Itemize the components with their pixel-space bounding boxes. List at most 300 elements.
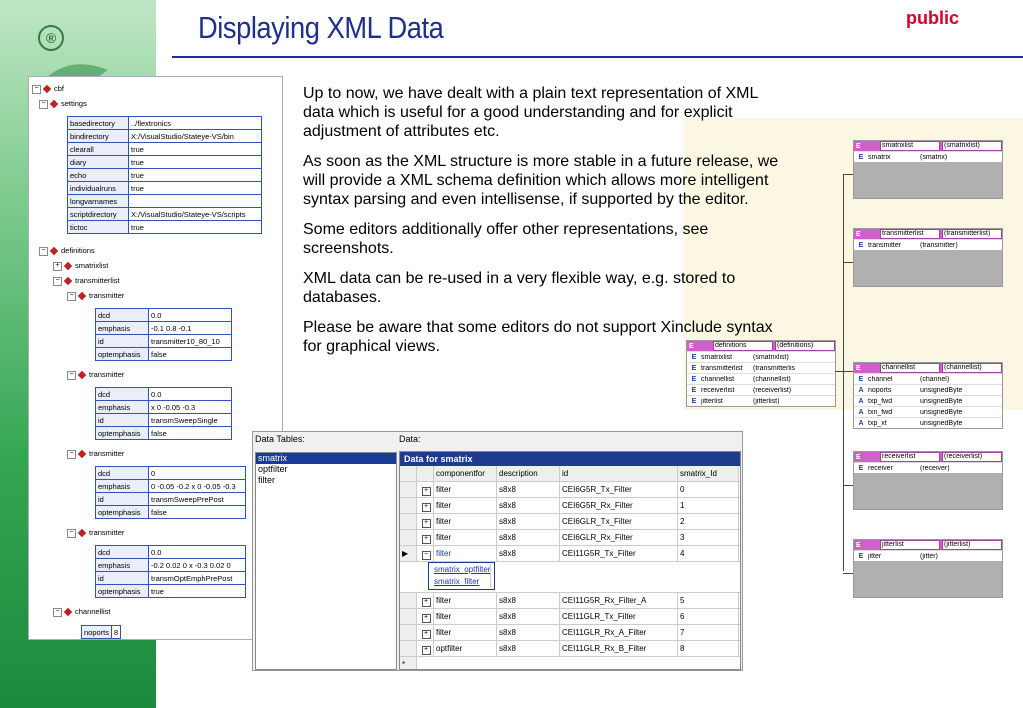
data-grid[interactable] [399, 451, 741, 670]
sublinks-row [400, 562, 740, 593]
attribute-name: longvarnames [68, 195, 129, 208]
schema-element-name: transmitterlist [880, 229, 940, 239]
relation-link[interactable]: smatrix_optfilter [434, 565, 491, 574]
attribute-name: basedirectory [68, 117, 129, 130]
schema-child-type: (transmitterlis [753, 364, 796, 372]
attribute-name: optemphasis [96, 427, 149, 440]
element-diamond-icon [43, 85, 51, 93]
tree-node[interactable] [53, 261, 108, 271]
attribute-value[interactable] [129, 195, 262, 208]
attribute-row [68, 130, 262, 143]
attribute-row [96, 427, 232, 440]
table-cell[interactable]: s8x8 [497, 482, 560, 497]
schema-child-name: jitterlist [701, 397, 723, 405]
attribute-row [96, 506, 246, 519]
schema-element-box[interactable] [853, 228, 1003, 287]
row-selector[interactable]: ▶ [400, 546, 417, 561]
attribute-name: bindirectory [68, 130, 129, 143]
expand-plus-icon[interactable]: + [422, 630, 431, 639]
expand-toggle-icon[interactable]: − [39, 247, 48, 256]
attribute-value[interactable]: true [129, 169, 262, 182]
expand-toggle-icon[interactable]: + [53, 262, 62, 271]
table-row[interactable] [400, 546, 740, 562]
table-row[interactable] [400, 641, 740, 657]
schema-child-name: txp_xt [868, 419, 887, 427]
attribute-table [95, 308, 232, 361]
schema-box-footer [854, 561, 1002, 597]
tree-node-label: channellist [75, 607, 111, 616]
element-diamond-icon [50, 247, 58, 255]
attribute-name: dcd [96, 467, 149, 480]
attribute-name: dcd [96, 388, 149, 401]
schema-child-row [854, 417, 1002, 428]
table-list-item[interactable]: optfilter [258, 464, 288, 474]
table-cell[interactable]: s8x8 [497, 609, 560, 624]
schema-connector [843, 371, 853, 372]
table-row[interactable] [400, 498, 740, 514]
attribute-name: emphasis [96, 401, 149, 414]
expand-toggle-icon[interactable]: − [53, 277, 62, 286]
attribute-name: individualruns [68, 182, 129, 195]
attribute-row [68, 117, 262, 130]
expand-toggle-icon[interactable]: − [67, 450, 76, 459]
tree-node-label: settings [61, 99, 87, 108]
attribute-value[interactable]: transmSweepPrePost [149, 493, 246, 506]
schema-kind-icon: E [691, 364, 697, 372]
attribute-row [68, 156, 262, 169]
attribute-name: scriptdirectory [68, 208, 129, 221]
schema-child-type: unsignedByte [920, 408, 963, 416]
attribute-value[interactable]: true [129, 143, 262, 156]
table-cell[interactable]: CEI11GLR_Tx_Filter [560, 609, 678, 624]
attribute-value[interactable]: true [129, 156, 262, 169]
column-header: description [497, 466, 560, 481]
expand-plus-icon[interactable]: + [422, 614, 431, 623]
tree-node[interactable] [39, 246, 95, 256]
schema-element-name: definitions [713, 341, 773, 351]
expand-toggle-icon[interactable]: − [53, 608, 62, 617]
registered-mark: ® [38, 25, 64, 51]
bullet-item [270, 152, 780, 209]
expand-plus-icon[interactable]: + [422, 519, 431, 528]
attribute-value[interactable]: -0.2 0.02 0 x -0.3 0.02 0 [149, 559, 246, 572]
data-tables-panel [252, 431, 743, 671]
schema-child-type: (smatrix) [920, 153, 948, 161]
schema-child-name: txn_fwd [868, 408, 893, 416]
schema-element-type: (transmitterlist) [942, 229, 1002, 239]
schema-element-box[interactable] [853, 362, 1003, 429]
attribute-value[interactable]: true [129, 221, 262, 234]
schema-child-type: (receiverlist) [753, 386, 792, 394]
table-cell[interactable]: CEI6GLR_Tx_Filter [560, 514, 678, 529]
attribute-value[interactable]: true [149, 585, 246, 598]
attribute-value[interactable]: X:/VisualStudio/Stateye-VS/bin [129, 130, 262, 143]
expand-plus-icon[interactable]: + [422, 598, 431, 607]
table-cell[interactable]: CEI11G5R_Tx_Filter [560, 546, 678, 561]
table-list-item[interactable]: filter [258, 475, 276, 485]
tree-node[interactable] [67, 528, 124, 538]
attribute-value[interactable]: false [149, 506, 246, 519]
title-rule [172, 56, 1023, 58]
row-expand-cell[interactable] [417, 593, 434, 608]
bullet-list [270, 84, 780, 367]
table-cell[interactable]: filter [434, 514, 497, 529]
schema-child-row [854, 395, 1002, 406]
table-cell[interactable]: 4 [678, 546, 739, 561]
schema-child-row [687, 384, 835, 395]
expand-plus-icon[interactable]: + [422, 487, 431, 496]
attribute-table [95, 387, 232, 440]
row-selector[interactable] [400, 498, 417, 513]
attribute-value[interactable]: false [149, 427, 232, 440]
row-selector[interactable] [400, 625, 417, 640]
tree-node[interactable] [32, 84, 64, 94]
attribute-row [68, 208, 262, 221]
schema-child-name: receiverlist [701, 386, 735, 394]
row-expand-cell[interactable] [417, 625, 434, 640]
attribute-row [68, 182, 262, 195]
schema-child-type: unsignedByte [920, 419, 963, 427]
table-cell[interactable]: filter [434, 593, 497, 608]
attribute-name: id [96, 414, 149, 427]
table-row[interactable] [400, 593, 740, 609]
schema-child-type: (transmitter) [920, 241, 958, 249]
attribute-name: optemphasis [96, 585, 149, 598]
element-diamond-icon [78, 450, 86, 458]
schema-child-name: txp_fwd [868, 397, 893, 405]
table-cell[interactable]: CEI6G5R_Tx_Filter [560, 482, 678, 497]
attribute-table [95, 466, 246, 519]
row-selector[interactable] [400, 609, 417, 624]
tree-node-label: cbf [54, 84, 65, 93]
schema-element-type: (jitterlist) [942, 540, 1002, 550]
attribute-value[interactable]: 0.0 [149, 546, 246, 559]
expand-toggle-icon[interactable]: − [67, 529, 76, 538]
row-selector[interactable] [400, 482, 417, 497]
bullet-text: XML data can be re-used in a very flexible way, e.g. stored to databases. [303, 270, 736, 306]
table-cell[interactable]: CEI11G5R_Rx_Filter_A [560, 593, 678, 608]
schema-child-row [854, 373, 1002, 384]
attribute-row [96, 480, 246, 493]
table-cell[interactable]: filter [434, 546, 497, 561]
schema-child-row [854, 462, 1002, 473]
bullet-text: Up to now, we have dealt with a plain text representation of XML data which is useful for a good understanding and for explicit adjustment of attributes etc. [303, 85, 758, 140]
schema-element-name: receiverlist [880, 452, 940, 462]
schema-child-name: jitter [868, 552, 882, 560]
element-diamond-icon [78, 292, 86, 300]
tree-node-label: transmitter [89, 449, 125, 458]
attribute-name: emphasis [96, 559, 149, 572]
expand-plus-icon[interactable]: + [422, 646, 431, 655]
tree-node-label: transmitter [89, 370, 125, 379]
grid-title: Data for smatrix [400, 452, 740, 466]
schema-child-type: (jitterlist) [753, 397, 780, 405]
schema-element-tag: E [856, 230, 861, 238]
row-selector[interactable] [400, 514, 417, 529]
attribute-row [82, 626, 121, 639]
attribute-name: emphasis [96, 480, 149, 493]
table-cell[interactable]: 2 [678, 514, 739, 529]
expand-toggle-icon[interactable]: − [39, 100, 48, 109]
schema-box-header [854, 141, 1002, 151]
schema-element-type: (channellist) [942, 363, 1002, 373]
row-selector[interactable] [400, 593, 417, 608]
attribute-row [68, 169, 262, 182]
tree-node[interactable] [53, 276, 120, 286]
attribute-value[interactable]: 0.0 [149, 388, 232, 401]
attribute-row [96, 322, 232, 335]
row-selector[interactable] [400, 530, 417, 545]
schema-kind-icon: E [858, 241, 864, 249]
table-cell[interactable]: 0 [678, 482, 739, 497]
table-cell[interactable]: CEI11GLR_Rx_A_Filter [560, 625, 678, 640]
schema-kind-icon: E [858, 153, 864, 161]
schema-element-tag: E [856, 364, 861, 372]
table-cell[interactable]: s8x8 [497, 625, 560, 640]
table-cell[interactable]: s8x8 [497, 641, 560, 656]
row-expand-cell[interactable] [417, 514, 434, 529]
schema-element-name: jitterlist [880, 540, 940, 550]
table-cell[interactable]: s8x8 [497, 593, 560, 608]
schema-connector [843, 485, 853, 486]
column-header: smatrix_Id [678, 466, 739, 481]
tree-node-label: definitions [61, 246, 95, 255]
table-row[interactable] [400, 514, 740, 530]
schema-child-row [854, 406, 1002, 417]
element-diamond-icon [78, 529, 86, 537]
tree-node[interactable] [67, 449, 124, 459]
table-cell[interactable]: CEI11GLR_Rx_B_Filter [560, 641, 678, 656]
row-expand-cell[interactable] [417, 641, 434, 656]
bullet-item [270, 220, 780, 258]
bullet-item [270, 269, 780, 307]
attribute-name: id [96, 493, 149, 506]
schema-child-type: unsignedByte [920, 397, 963, 405]
schema-element-tag: E [856, 541, 861, 549]
row-selector[interactable] [400, 641, 417, 656]
expand-plus-icon[interactable]: + [422, 503, 431, 512]
attribute-value[interactable]: 0 -0.05 -0.2 x 0 -0.05 -0.3 [149, 480, 246, 493]
expand-toggle-icon[interactable]: − [32, 85, 41, 94]
attribute-row [96, 493, 246, 506]
schema-box-header [854, 363, 1002, 373]
tree-node[interactable] [67, 291, 124, 301]
attribute-value[interactable]: 8 [112, 626, 121, 639]
bullet-text: Some editors additionally offer other representations, see screenshots. [303, 221, 709, 257]
schema-kind-icon: E [691, 386, 697, 394]
attribute-value[interactable]: -0.1 0.8 -0.1 [149, 322, 232, 335]
row-expand-cell[interactable] [417, 609, 434, 624]
attribute-value[interactable]: X:/VisualStudio/Stateye-VS/scripts [129, 208, 262, 221]
row-expand-cell[interactable] [417, 546, 434, 561]
schema-box-header [854, 452, 1002, 462]
xml-tree-view[interactable] [28, 76, 283, 640]
tree-node[interactable] [53, 607, 110, 617]
tree-node-label: transmitter [89, 291, 125, 300]
schema-element-type: (receiverlist) [942, 452, 1002, 462]
schema-box-header [854, 229, 1002, 239]
schema-element-name: smatrixlist [880, 141, 940, 151]
table-cell[interactable]: 6 [678, 609, 739, 624]
schema-kind-icon: E [691, 353, 697, 361]
schema-child-name: noports [868, 386, 892, 394]
schema-box-footer [854, 250, 1002, 286]
bullet-item [270, 84, 780, 141]
schema-connector [843, 174, 853, 175]
sublinks-box [428, 562, 495, 590]
attribute-table [67, 116, 262, 234]
table-list-item[interactable]: smatrix [256, 453, 396, 464]
relation-link[interactable]: smatrix_filter [432, 576, 491, 588]
tables-list[interactable] [255, 452, 397, 670]
table-cell[interactable]: filter [434, 482, 497, 497]
attribute-value[interactable]: ../flextronics [129, 117, 262, 130]
new-row-marker: * [400, 657, 417, 670]
table-cell[interactable]: 8 [678, 641, 739, 656]
attribute-table [95, 545, 246, 598]
schema-box-footer [854, 473, 1002, 509]
expand-toggle-icon[interactable]: − [67, 292, 76, 301]
table-cell[interactable]: 7 [678, 625, 739, 640]
attribute-name: clearall [68, 143, 129, 156]
bullet-text: Please be aware that some editors do not support Xinclude syntax for graphical views. [303, 319, 773, 355]
schema-kind-icon: E [858, 375, 864, 383]
schema-element-box[interactable] [853, 451, 1003, 510]
attribute-row [96, 401, 232, 414]
tree-node[interactable] [67, 370, 124, 380]
schema-child-name: transmitterlist [701, 364, 743, 372]
attribute-value[interactable]: transmOptEmphPrePost [149, 572, 246, 585]
table-row[interactable] [400, 625, 740, 641]
schema-child-name: channellist [701, 375, 735, 383]
schema-kind-icon: E [858, 464, 864, 472]
schema-element-type: (smatrixlist) [942, 141, 1002, 151]
attribute-value[interactable]: x 0 -0.05 -0.3 [149, 401, 232, 414]
schema-connector [843, 573, 853, 574]
table-cell[interactable]: filter [434, 609, 497, 624]
attribute-name: diary [68, 156, 129, 169]
schema-kind-icon: A [858, 419, 864, 427]
attribute-name: optemphasis [96, 348, 149, 361]
table-cell[interactable]: optfilter [434, 641, 497, 656]
attribute-row [68, 143, 262, 156]
attribute-name: id [96, 572, 149, 585]
bullet-item [270, 318, 780, 356]
attribute-row [96, 585, 246, 598]
schema-child-type: (channellist) [753, 375, 791, 383]
schema-child-name: smatrixlist [701, 353, 733, 361]
attribute-row [96, 467, 246, 480]
attribute-name: dcd [96, 546, 149, 559]
public-label: public [906, 8, 959, 28]
attribute-row [96, 309, 232, 322]
expand-plus-icon[interactable]: − [422, 551, 431, 560]
attribute-row [96, 335, 232, 348]
element-diamond-icon [64, 262, 72, 270]
schema-element-box[interactable] [853, 140, 1003, 199]
row-expand-cell[interactable] [417, 482, 434, 497]
element-diamond-icon [64, 277, 72, 285]
attribute-value[interactable]: false [149, 348, 232, 361]
table-row[interactable] [400, 530, 740, 546]
schema-element-tag: E [856, 142, 861, 150]
table-row[interactable] [400, 482, 740, 498]
schema-element-tag: E [856, 453, 861, 461]
attribute-name: emphasis [96, 322, 149, 335]
table-cell[interactable]: 1 [678, 498, 739, 513]
row-expand-cell[interactable] [417, 498, 434, 513]
schema-child-type: (channel) [920, 375, 950, 383]
schema-connector [843, 262, 853, 263]
row-expand-cell [417, 466, 434, 481]
attribute-row [68, 221, 262, 234]
schema-child-row [687, 373, 835, 384]
attribute-row [96, 546, 246, 559]
table-cell[interactable]: 5 [678, 593, 739, 608]
attribute-row [96, 388, 232, 401]
attribute-value[interactable]: true [129, 182, 262, 195]
schema-box-header [854, 540, 1002, 550]
attribute-name: tictoc [68, 221, 129, 234]
table-cell[interactable]: CEI6G5R_Rx_Filter [560, 498, 678, 513]
attribute-row [96, 414, 232, 427]
schema-child-type: (smatrixlist) [753, 353, 789, 361]
attribute-name: echo [68, 169, 129, 182]
row-expand-cell[interactable] [417, 530, 434, 545]
attribute-table [81, 625, 121, 639]
attribute-value[interactable]: transmSweepSingle [149, 414, 232, 427]
expand-plus-icon[interactable]: + [422, 535, 431, 544]
column-header: id [560, 466, 678, 481]
table-cell[interactable]: s8x8 [497, 546, 560, 561]
attribute-value[interactable]: 0.0 [149, 309, 232, 322]
attribute-name: optemphasis [96, 506, 149, 519]
table-cell[interactable]: 3 [678, 530, 739, 545]
attribute-value[interactable]: transmitter10_80_10 [149, 335, 232, 348]
tree-node-label: transmitter [89, 528, 125, 537]
schema-child-row [687, 395, 835, 406]
expand-toggle-icon[interactable]: − [67, 371, 76, 380]
schema-child-type: unsignedByte [920, 386, 963, 394]
attribute-row [68, 195, 262, 208]
element-diamond-icon [78, 371, 86, 379]
element-diamond-icon [50, 100, 58, 108]
table-row[interactable] [400, 609, 740, 625]
table-cell[interactable]: filter [434, 498, 497, 513]
new-row[interactable] [400, 657, 740, 670]
data-label: Data: [399, 434, 421, 444]
table-cell[interactable]: s8x8 [497, 514, 560, 529]
data-tables-label: Data Tables: [255, 434, 305, 444]
schema-element-box[interactable] [853, 539, 1003, 598]
schema-element-tag: E [689, 342, 694, 350]
table-cell[interactable]: filter [434, 625, 497, 640]
table-cell[interactable]: filter [434, 530, 497, 545]
attribute-name: id [96, 335, 149, 348]
table-cell[interactable]: s8x8 [497, 530, 560, 545]
grid-body [400, 466, 740, 670]
table-cell[interactable]: s8x8 [497, 498, 560, 513]
schema-kind-icon: E [691, 375, 697, 383]
schema-kind-icon: A [858, 386, 864, 394]
attribute-value[interactable]: 0 [149, 467, 246, 480]
tree-node[interactable] [39, 99, 87, 109]
schema-kind-icon: E [858, 552, 864, 560]
slide-title: Displaying XML Data [198, 10, 444, 45]
schema-child-row [854, 239, 1002, 250]
schema-child-row [854, 151, 1002, 162]
table-cell[interactable]: CEI6GLR_Rx_Filter [560, 530, 678, 545]
